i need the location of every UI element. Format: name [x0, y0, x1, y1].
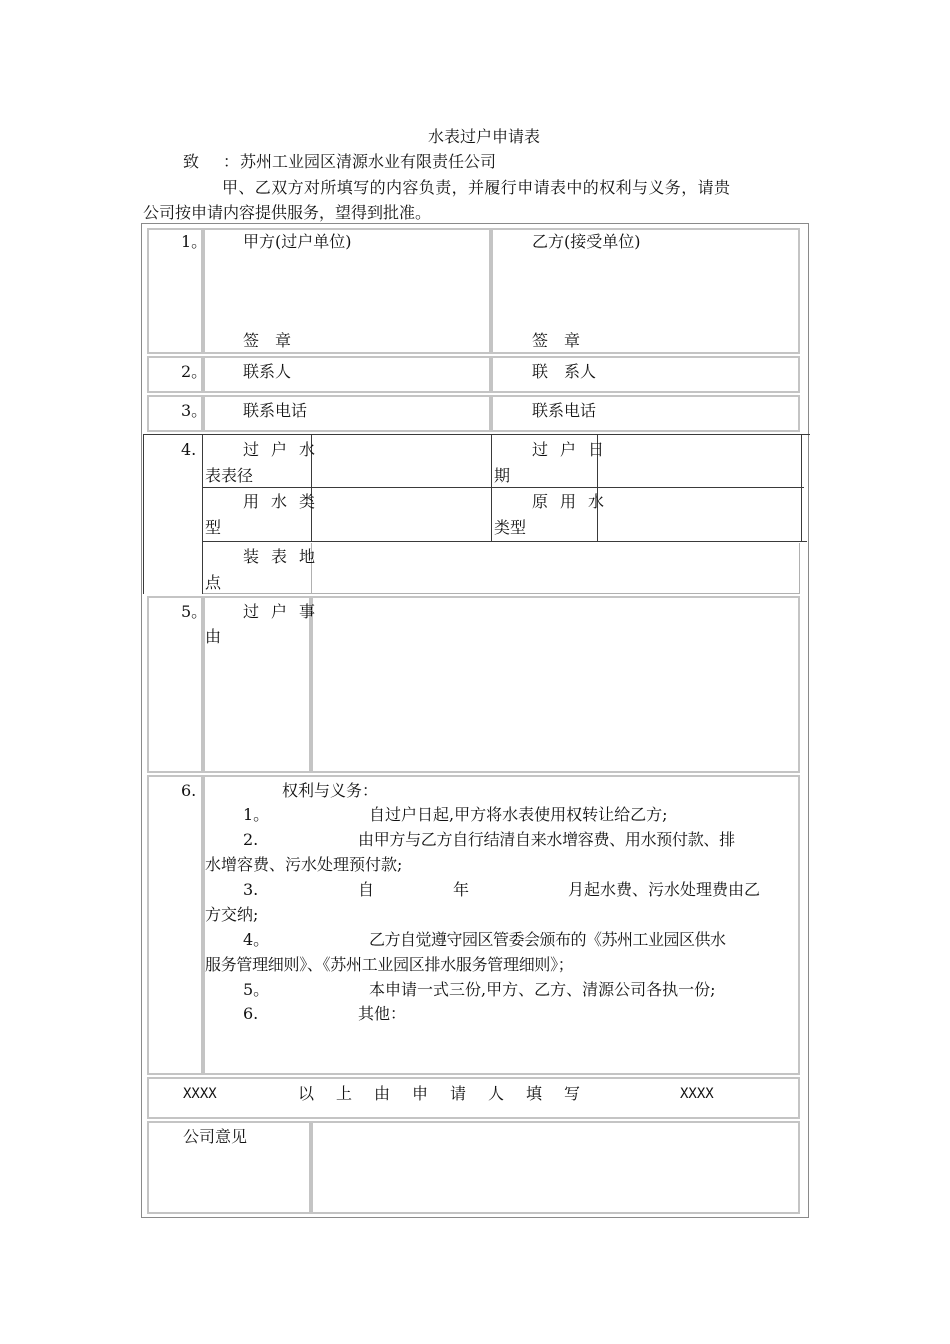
party-a-seal-label: 签 章 — [243, 331, 292, 350]
row4-left-line — [143, 434, 144, 594]
row4-middle-divider — [491, 434, 492, 542]
row5-num-cell — [147, 596, 203, 773]
transfer-date-label-1: 过户日 — [532, 440, 617, 459]
rights-item-6-num: 6. — [243, 1004, 259, 1023]
rights-item-5-num: 5。 — [243, 980, 270, 999]
row4-top-line — [143, 434, 810, 435]
reason-label-2: 由 — [205, 627, 222, 646]
water-type-label-2: 型 — [205, 518, 222, 537]
company-opinion-label: 公司意见 — [183, 1127, 248, 1146]
rights-item-4-num: 4。 — [243, 930, 270, 949]
water-type-label-1: 用水类 — [243, 492, 328, 511]
orig-type-label-1: 原用水 — [532, 492, 617, 511]
row5-number: 5。 — [181, 602, 208, 621]
rights-item-3-text: 月起水费、污水处理费由乙 — [568, 880, 761, 899]
rights-item-4-text: 乙方自觉遵守园区管委会颁布的《苏州工业园区供水 — [369, 930, 726, 949]
intro-line-2: 公司按申请内容提供服务，望得到批准。 — [143, 203, 432, 222]
row1-number: 1。 — [181, 232, 208, 251]
rights-item-2-num: 2. — [243, 830, 259, 849]
addressee-company: 苏州工业园区清源水业有限责任公司 — [240, 152, 497, 171]
rights-item-3-year: 年 — [453, 880, 470, 899]
row2-number: 2。 — [181, 362, 208, 381]
phone-b-label: 联系电话 — [532, 401, 597, 420]
rights-item-4-cont: 服务管理细则》、《苏州工业园区排水服务管理细则》； — [205, 955, 574, 974]
reason-label-1: 过户事 — [243, 602, 328, 621]
row6-number: 6. — [181, 781, 197, 800]
contact-a-label: 联系人 — [243, 362, 292, 381]
meter-size-label-2: 表表径 — [205, 466, 254, 485]
location-right-line — [799, 543, 800, 593]
rights-item-2-text: 由甲方与乙方自行结清自来水增容费、用水预付款、排 — [358, 830, 735, 849]
rights-item-5-text: 本申请一式三份,甲方、乙方、清源公司各执一份; — [369, 980, 716, 999]
orig-type-label-2: 类型 — [494, 518, 527, 537]
location-label-2: 点 — [205, 573, 222, 592]
party-b-label: 乙方(接受单位) — [532, 232, 641, 251]
meter-size-label-1: 过户水 — [243, 440, 328, 459]
company-opinion-cell[interactable] — [311, 1121, 800, 1214]
rights-item-3-num: 3. — [243, 880, 259, 899]
applicant-note-right: XXXX — [680, 1086, 714, 1102]
row5-label-cell — [203, 596, 311, 773]
applicant-note-text: 以上由申请人填写 — [298, 1084, 603, 1103]
rights-item-2-cont: 水增容费、污水处理预付款; — [205, 855, 403, 874]
row4-right-line — [801, 434, 802, 542]
rights-heading: 权利与义务： — [282, 781, 379, 800]
party-b-seal-label: 签 章 — [532, 331, 581, 350]
applicant-note-left: XXXX — [183, 1086, 217, 1102]
row3-number: 3。 — [181, 401, 208, 420]
rights-item-6-text: 其他： — [358, 1004, 407, 1023]
rights-item-3-from: 自 — [358, 880, 375, 899]
rights-item-1-num: 1。 — [243, 805, 270, 824]
row5-reason-cell[interactable] — [311, 596, 800, 773]
page-title: 水表过户申请表 — [428, 127, 541, 146]
location-label-1: 装表地 — [243, 547, 328, 566]
row4-num-divider — [202, 434, 203, 594]
phone-a-label: 联系电话 — [243, 401, 308, 420]
party-a-label: 甲方(过户单位) — [243, 232, 352, 251]
rights-item-3-cont: 方交纳; — [205, 905, 259, 924]
intro-line-1: 甲、乙双方对所填写的内容负责，并履行申请表中的权利与义务，请贵 — [222, 178, 731, 197]
location-bottom-line — [203, 593, 800, 594]
addressee-prefix: 致 ： — [183, 152, 244, 171]
row4-mid-line — [202, 487, 804, 488]
rights-item-1-text: 自过户日起,甲方将水表使用权转让给乙方; — [369, 805, 668, 824]
contact-b-label: 联 系人 — [532, 362, 597, 381]
row6-num-cell — [147, 775, 203, 1075]
transfer-date-label-2: 期 — [494, 466, 511, 485]
row4-bottom-line — [202, 541, 807, 542]
row4-number: 4. — [181, 440, 197, 459]
